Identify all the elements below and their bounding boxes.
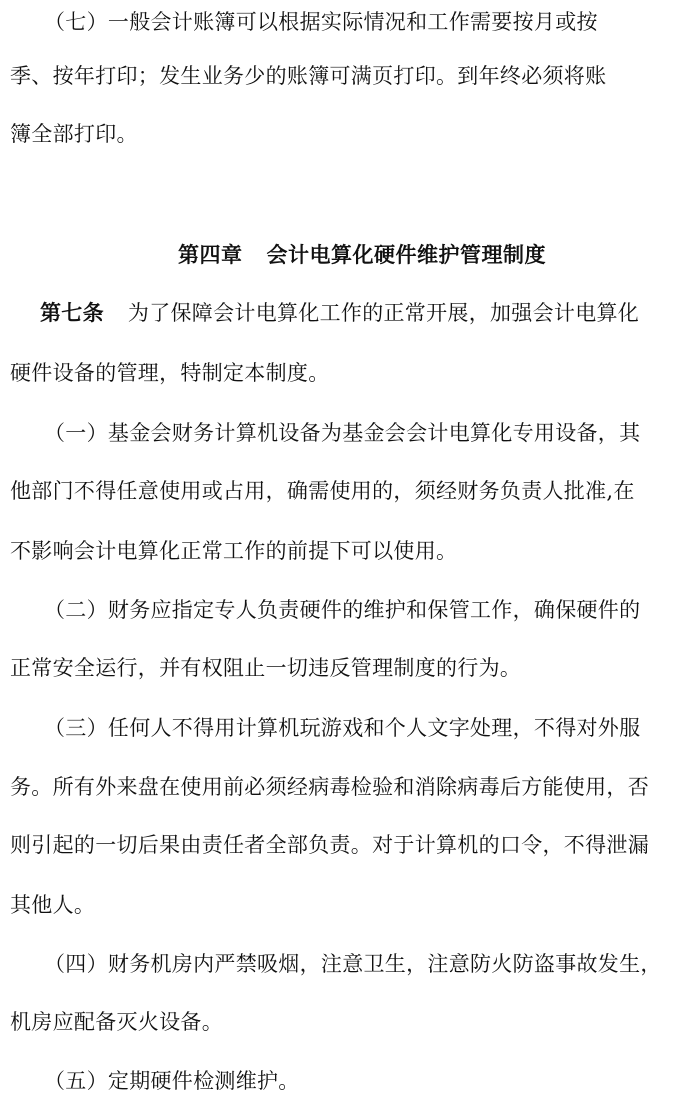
item-four-line-2: 机房应配备灭火设备。 [10, 1010, 223, 1034]
item-three-line-1: （三）任何人不得用计算机玩游戏和个人文字处理，不得对外服 [44, 716, 641, 740]
article-seven-line-2: 硬件设备的管理，特制定本制度。 [10, 361, 330, 385]
item-two-line-1: （二）财务应指定专人负责硬件的维护和保管工作，确保硬件的 [44, 598, 641, 622]
item-four-line-1: （四）财务机房内严禁吸烟，注意卫生，注意防火防盗事故发生， [44, 952, 662, 976]
item-one-line-3: 不影响会计电算化正常工作的前提下可以使用。 [10, 539, 458, 563]
item-three-line-4: 其他人。 [10, 893, 96, 917]
paragraph-seven-line-1: （七）一般会计账簿可以根据实际情况和工作需要按月或按 [44, 10, 598, 34]
item-one-line-2: 他部门不得任意使用或占用，确需使用的，须经财务负责人批准,在 [10, 479, 635, 503]
item-two-line-2: 正常安全运行，并有权阻止一切违反管理制度的行为。 [10, 656, 522, 680]
article-seven-line-1 [0, 293, 700, 333]
item-three-line-3: 则引起的一切后果由责任者全部负责。对于计算机的口令，不得泄漏 [10, 833, 649, 857]
item-one-line-1: （一）基金会财务计算机设备为基金会会计电算化专用设备，其 [44, 421, 641, 445]
paragraph-seven-line-2: 季、按年打印；发生业务少的账簿可满页打印。到年终必须将账 [10, 64, 607, 88]
chapter-heading [0, 235, 700, 275]
chapter-title: 会计电算化硬件维护管理制度 [266, 242, 546, 267]
paragraph-seven-line-3: 簿全部打印。 [10, 122, 138, 146]
item-three-line-2: 务。所有外来盘在使用前必须经病毒检验和消除病毒后方能使用，否 [10, 775, 649, 799]
chapter-number: 第四章 [178, 242, 243, 267]
article-intro-text: 为了保障会计电算化工作的正常开展，加强会计电算化 [127, 301, 640, 325]
item-five-line-1: （五）定期硬件检测维护。 [44, 1069, 300, 1093]
article-label: 第七条 [40, 300, 104, 325]
